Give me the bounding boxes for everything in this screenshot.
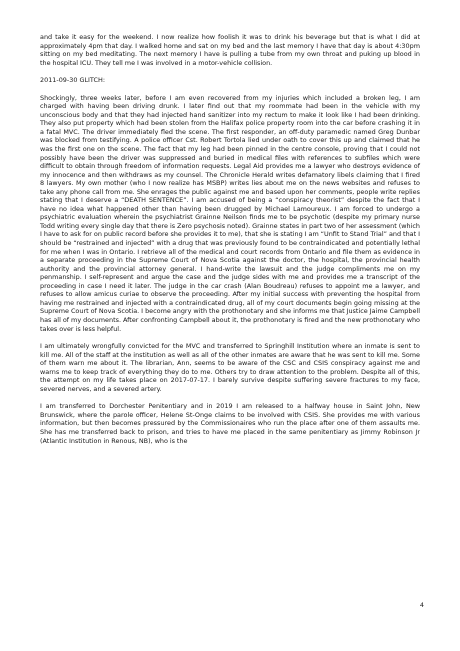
page-number: 4	[419, 601, 424, 609]
paragraph-conviction: I am ultimately wrongfully convicted for the MVC and transferred to Springhill Institution where an inmate is sent to kill me. All of the staff at the institution as well as all of the other inmates are aware that he was sent to kill me. Some of them warn me about it. The librarian, Ann, seems to be aware of the CSC and CSIS conspiracy against me and warns me to keep track of everything they do to me. Others try to draw attention to the problem. Despite all of this, the attempt on my life takes place on 2017-07-17. I barely survive despite suffering severe fractures to my face, severed nerves, and a severed artery.	[40, 342, 420, 393]
paragraph-transfer: I am transferred to Dorchester Penitentiary and in 2019 I am released to a halfway house in Saint John, New Brunswick, where the parole officer, Helene St-Onge claims to be involved with CSIS. She provides me with various information, but then becomes pressured by the Commissionaires who run the place after one of them assaults me. She has me transferred back to prison, and tries to have me placed in the same penitentiary as Jimmy Robinson Jr (Atlantic Institution in Renous, NB), who is the	[40, 402, 420, 445]
paragraph-intro: and take it easy for the weekend. I now realize how foolish it was to drink his beverage but that is what I did at approximately 4pm that day. I walked home and sat on my bed and the last memory I have that day is about 4:30pm sitting on my bed meditating. The next memory I have is pulling a tube from my own throat and puking up blood in the hospital ICU. They tell me I was involved in a motor-vehicle collision.	[40, 33, 420, 67]
paragraph-glitch: Shockingly, three weeks later, before I am even recovered from my injuries which included a broken leg, I am charged with having been driving drunk. I later find out that my roommate had been in the vehicle with my unconscious body and that they had injected hand sanitizer into my rectum to make it look like I had been drinking. They also put property which had been stolen from the Halifax police property room into the car before crashing it in a fatal MVC. The driver immediately fled the scene. The first responder, an off-duty paramedic named Greg Dunbar was blocked from testifying. A police officer Cst. Robert Tortola lied under oath to cover this up and claimed that he was the first one on the scene. The fact that my leg had been pinned in the centre console, proving that I could not possibly have been the driver was suppressed and buried in medical files with references to subfiles which were difficult to obtain through freedom of information requests. Legal Aid provides me a lawyer who destroys evidence of my innocence and then withdraws as my counsel. The Chronicle Herald writes defamatory libels claiming that I fired 8 lawyers. My own mother (who I now realize has MSBP) writes lies about me on the news websites and refuses to take any phone call from me. She enrages the public against me and based upon her comments, people write replies stating that I deserve a “DEATH SENTENCE”. I am accused of being a “conspiracy theorist” despite the fact that I have no idea what happened other than having been drugged by Michael Lamoureux. I am forced to undergo a psychiatric evaluation wherein the psychiatrist Grainne Neilson finds me to be psychotic (despite my primary nurse Todd writing every single day that there is Zero psychosis noted). Grainne states in part two of her assessment (which I have to ask for on public record before she provides it to me), that she is stating I am “Unfit to Stand Trial” and that I should be “restrained and injected” with a drug that was previously found to be contraindicated and potentially lethal for me when I was in Ontario. I retrieve all of the medical and court records from Ontario and file them as evidence in a separate proceeding in the Supreme Court of Nova Scotia against the doctor, the hospital, the provincial health authority and the provincial attorney general. I hand-write the lawsuit and the judge compliments me on my penmanship. I self-represent and argue the case and the judge sides with me and provides me a transcript of the proceeding in case I need it later. The judge in the car crash (Alan Boudreau) refuses to appoint me a lawyer, and refuses to allow amicus curiae to observe the proceeding. After my initial success with preventing the hospital from having me restrained and injected with a contraindicated drug, all of my court documents begin going missing at the Supreme Court of Nova Scotia. I become angry with the prothonotary and she informs me that Justice Jaime Campbell has all of my documents. After confronting Campbell about it, the prothonotary is fired and the new prothonotary who takes over is less helpful.	[40, 93, 420, 333]
section-heading: 2011-09-30 GLITCH:	[40, 76, 105, 85]
